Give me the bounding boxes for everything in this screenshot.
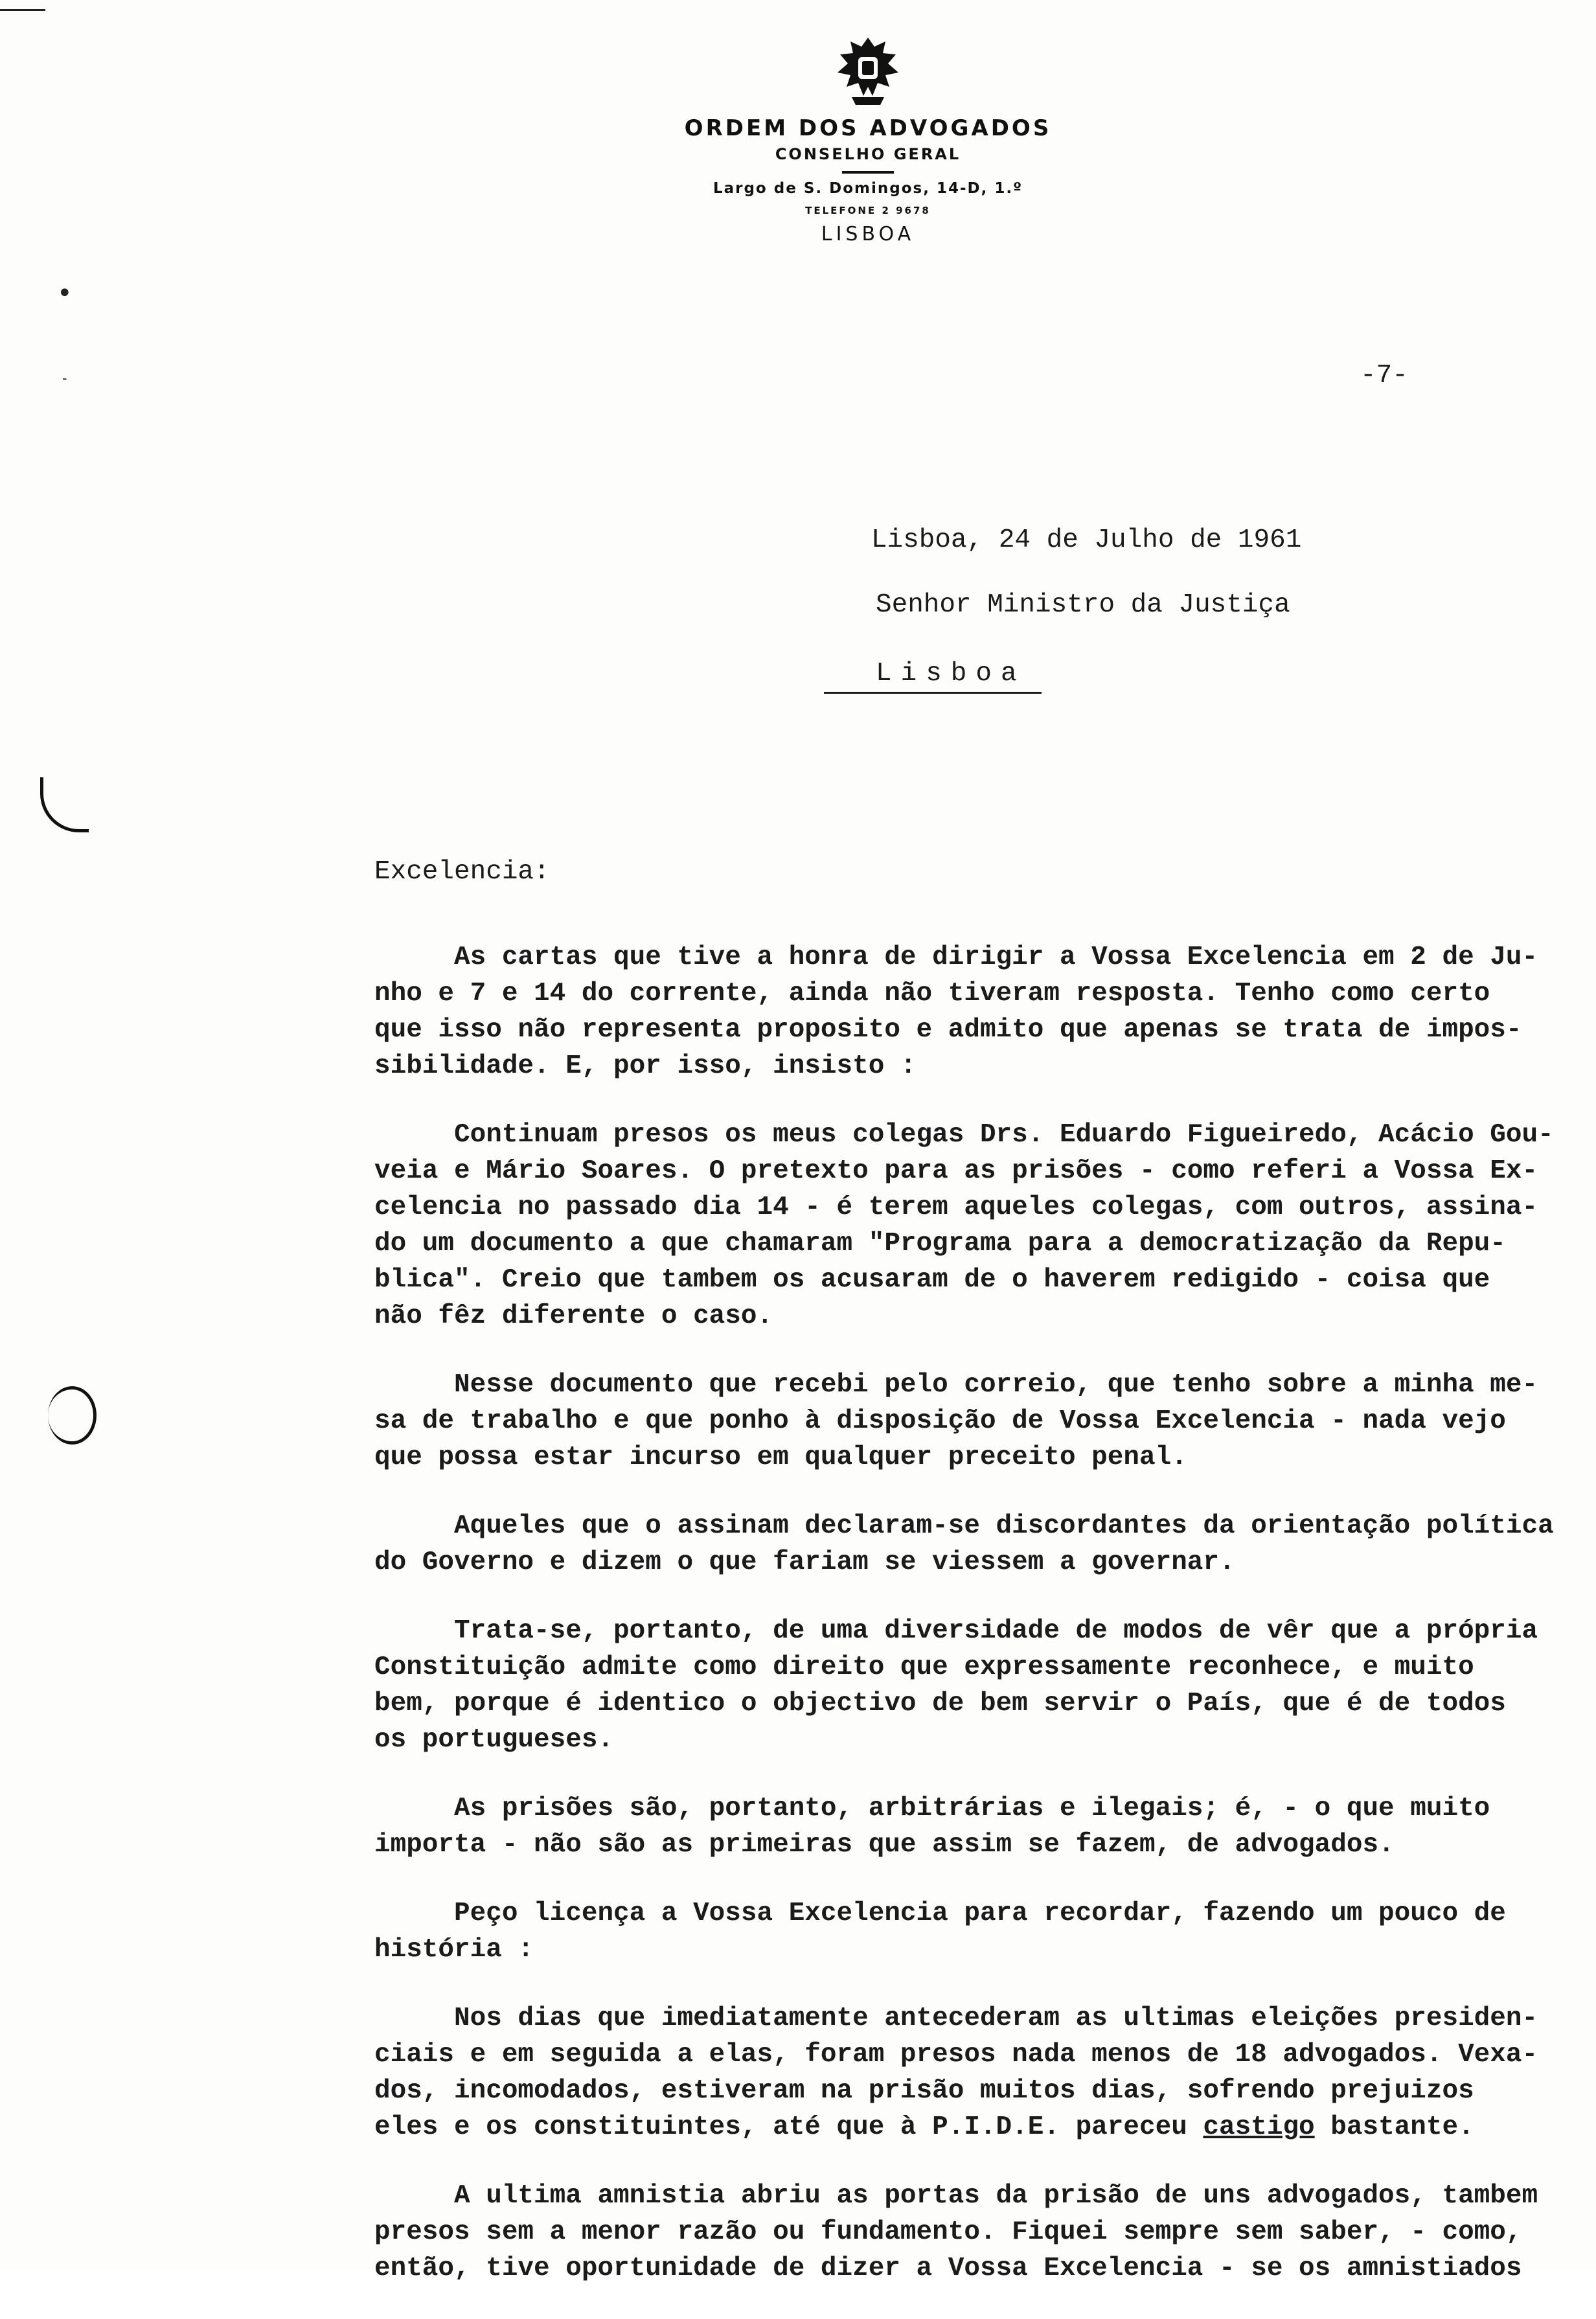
paragraph [374,1613,1586,1758]
paragraph [374,1895,1586,1968]
underlined-word: castigo [1203,2112,1315,2142]
letterhead-address: Largo de S. Domingos, 14-D, 1.º [712,180,1023,197]
letterhead-divider [842,171,894,174]
organization-name: ORDEM DOS ADVOGADOS [684,115,1052,141]
paragraph-line: eles e os constituintes, até que à P.I.D.E. pareceu castigo bastante. [374,2112,1474,2142]
page-number: -7- [1360,361,1408,391]
paragraph-line: Aqueles que o assinam declaram-se discordantes da orientação política [374,1511,1554,1541]
paragraph [374,1367,1586,1476]
addressee-city: Lisboa [824,656,1042,694]
salutation: Excelencia: [374,857,550,887]
paragraph-line: do um documento a que chamaram "Programa para a democratização da Repu- [374,1229,1506,1259]
coat-of-arms-icon [826,32,910,110]
paragraph-line: veia e Mário Soares. O pretexto para as prisões - como referi a Vossa Ex- [374,1156,1538,1186]
paragraph-line: Nos dias que imediatamente antecederam as ultimas eleições presiden- [374,2004,1538,2033]
paragraph [374,939,1586,1084]
punch-hole-mark [48,1386,97,1445]
paragraph [374,1508,1586,1581]
paragraph-line: As cartas que tive a honra de dirigir a Vossa Excelencia em 2 de Ju- [374,942,1538,972]
paragraph-line: Peço licença a Vossa Excelencia para recordar, fazendo um pouco de [374,1899,1506,1928]
letter-body [374,939,1586,2319]
paragraph-line: sibilidade. E, por isso, insisto : [374,1051,917,1081]
scan-edge-mark [0,9,45,11]
paragraph-line: blica". Creio que tambem os acusaram de o haverem redigido - coisa que [374,1265,1490,1295]
paragraph-line: do Governo e dizem o que fariam se viessem a governar. [374,1548,1235,1577]
letterhead [635,32,1101,246]
letterhead-city: LISBOA [821,223,915,246]
paragraph-line: bem, porque é identico o objectivo de bem servir o País, que é de todos [374,1689,1506,1719]
paragraph-line: história : [374,1935,534,1965]
council-name: CONSELHO GERAL [775,145,961,163]
paragraph [374,2000,1586,2145]
paragraph-line: os portugueses. [374,1725,614,1755]
paragraph-line: presos sem a menor razão ou fundamento. Fiquei sempre sem saber, - como, [374,2217,1522,2247]
paragraph-line: então, tive oportunidade de dizer a Vossa Excelencia - se os amnistiados [374,2254,1522,2283]
paragraph-line: Constituição admite como direito que expressamente reconhece, e muito [374,1652,1474,1682]
ink-speck: • [57,279,73,308]
ink-speck: - [62,371,67,387]
paragraph-line: ciais e em seguida a elas, foram presos nada menos de 18 advogados. Vexa- [374,2040,1538,2070]
paragraph-line: A ultima amnistia abriu as portas da prisão de uns advogados, tambem [374,2181,1538,2211]
paragraph-line: dos, incomodados, estiveram na prisão muitos dias, sofrendo prejuizos [374,2076,1474,2106]
paragraph [374,2178,1586,2287]
paragraph [374,1117,1586,1334]
paragraph-line: importa - não são as primeiras que assim se fazem, de advogados. [374,1830,1395,1860]
dateline: Lisboa, 24 de Julho de 1961 [871,525,1302,555]
letterhead-phone: TELEFONE 2 9678 [805,205,931,216]
punch-hole-mark [40,777,89,832]
paragraph-line: que isso não representa proposito e admito que apenas se trata de impos- [374,1015,1522,1045]
addressee: Senhor Ministro da Justiça [876,590,1290,620]
paragraph-line: que possa estar incurso em qualquer preceito penal. [374,1443,1187,1472]
paragraph-line: As prisões são, portanto, arbitrárias e ilegais; é, - o que muito [374,1794,1490,1823]
paragraph [374,1790,1586,1863]
paragraph-line: Nesse documento que recebi pelo correio, que tenho sobre a minha me- [374,1370,1538,1400]
paragraph-line: nho e 7 e 14 do corrente, ainda não tiveram resposta. Tenho como certo [374,979,1490,1009]
paragraph-line: Trata-se, portanto, de uma diversidade de modos de vêr que a própria [374,1616,1538,1646]
paragraph-line: Continuam presos os meus colegas Drs. Eduardo Figueiredo, Acácio Gou- [374,1120,1554,1150]
paragraph-line: celencia no passado dia 14 - é terem aqueles colegas, com outros, assina- [374,1193,1538,1222]
paragraph-line: não fêz diferente o caso. [374,1301,773,1331]
paragraph-line: sa de trabalho e que ponho à disposição de Vossa Excelencia - nada vejo [374,1406,1506,1436]
